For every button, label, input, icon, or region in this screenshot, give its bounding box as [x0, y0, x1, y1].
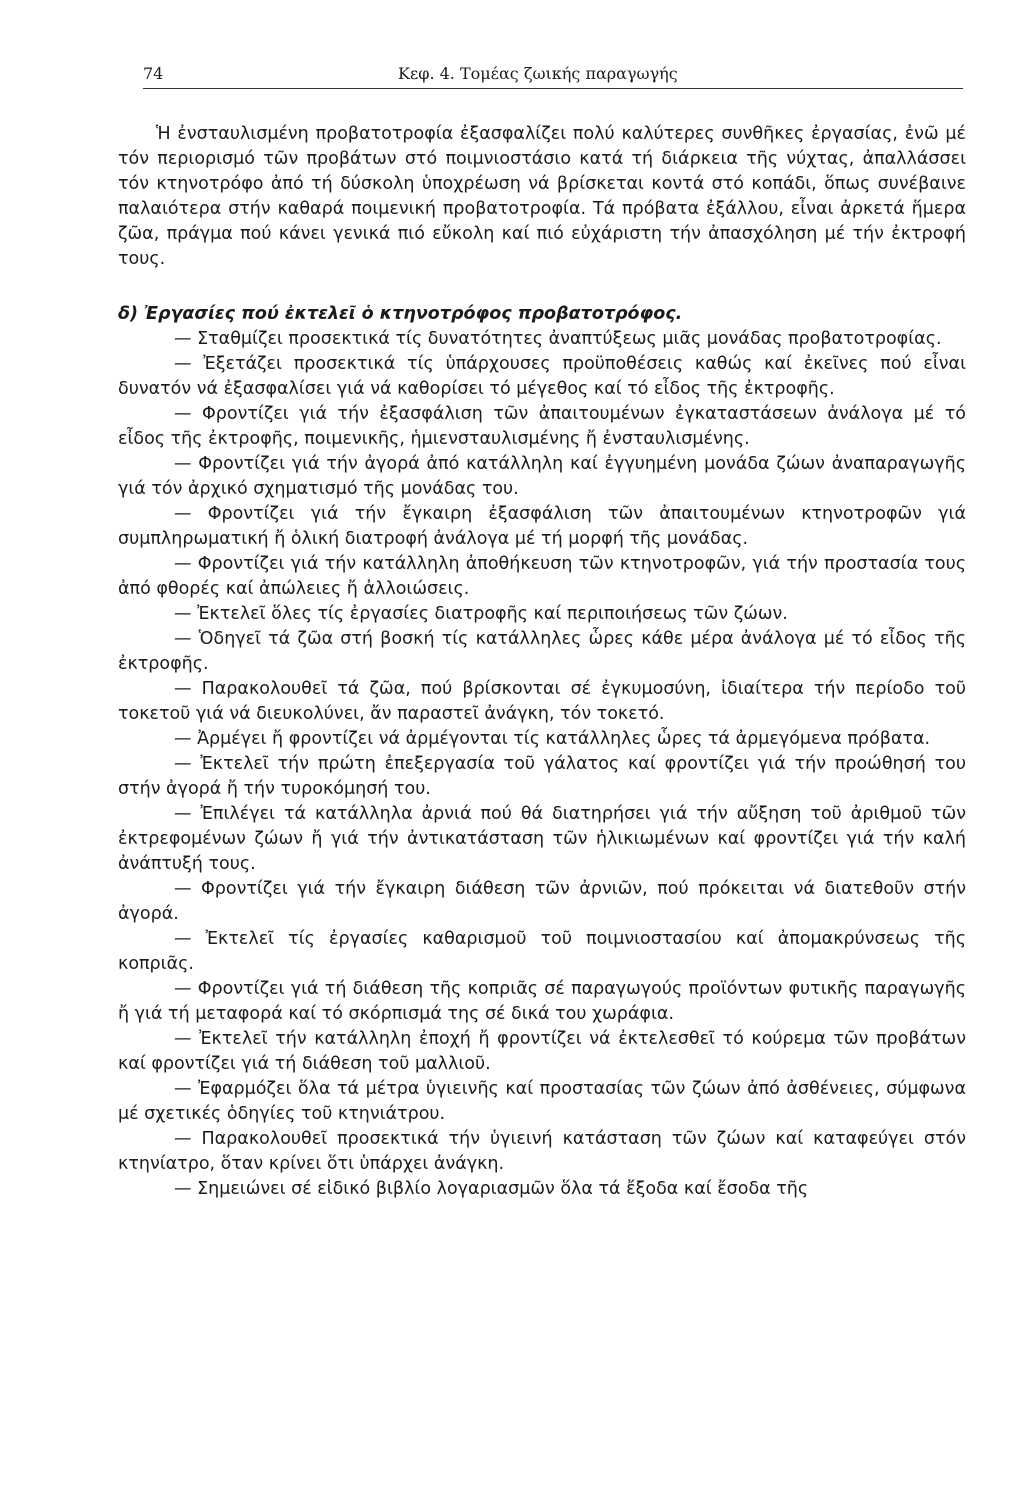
- section-heading: δ) Ἐργασίες πού ἐκτελεῖ ὁ κτηνοτρόφος προβατοτρόφος.: [118, 304, 683, 324]
- list-item: — Φροντίζει γιά τήν κατάλληλη ἀποθήκευση τῶν κτηνοτροφῶν, γιά τήν προστασία τους ἀπό φθορές καί ἀπώλειες ἤ ἀλλοιώσεις.: [118, 554, 966, 599]
- list-item: — Ἐκτελεῖ τήν πρώτη ἐπεξεργασία τοῦ γάλατος καί φροντίζει γιά τήν προώθησή του στήν ἀγορά ἤ τήν τυροκόμησή του.: [118, 754, 966, 799]
- list-item: — Ἐκτελεῖ τίς ἐργασίες καθαρισμοῦ τοῦ ποιμνιοστασίου καί ἀπομακρύνσεως τῆς κοπριᾶς.: [118, 929, 966, 974]
- list-item: — Ἐκτελεῖ τήν κατάλληλη ἐποχή ἤ φροντίζει νά ἐκτελεσθεῖ τό κούρεμα τῶν προβάτων καί φροντίζει γιά τή διάθεση τοῦ μαλλιοῦ.: [118, 1029, 966, 1074]
- list-item: — Φροντίζει γιά τήν ἐξασφάλιση τῶν ἀπαιτουμένων ἐγκαταστάσεων ἀνάλογα μέ τό εἶδος τῆς ἐκτροφῆς, ποιμενικῆς, ἡμιενσταυλισμένης ἤ ἐνσταυλισμένης.: [118, 404, 966, 449]
- list-item: — Ἀρμέγει ἤ φροντίζει νά ἀρμέγονται τίς κατάλληλες ὧρες τά ἀρμεγόμενα πρόβατα.: [174, 729, 931, 749]
- list-item: — Παρακολουθεῖ προσεκτικά τήν ὑγιεινή κατάσταση τῶν ζώων καί καταφεύγει στόν κτηνίατρο, ὅταν κρίνει ὅτι ὑπάρχει ἀνάγκη.: [118, 1129, 966, 1174]
- list-item: — Σταθμίζει προσεκτικά τίς δυνατότητες ἀναπτύξεως μιᾶς μονάδας προβατοτροφίας.: [174, 329, 942, 349]
- body-text: [118, 122, 966, 1202]
- list-item: — Ἐπιλέγει τά κατάλληλα ἀρνιά πού θά διατηρήσει γιά τήν αὔξηση τοῦ ἀριθμοῦ τῶν ἐκτρεφομένων ζώων ἤ γιά τήν ἀντικατάσταση τῶν ἡλικιωμένων καί φροντίζει γιά τήν καλή ἀνάπτυξή τους.: [118, 804, 966, 874]
- list-item: — Φροντίζει γιά τήν ἔγκαιρη διάθεση τῶν ἀρνιῶν, πού πρόκειται νά διατεθοῦν στήν ἀγορά.: [118, 879, 966, 924]
- page-number: 74: [143, 64, 164, 83]
- list-item: — Ἐκτελεῖ ὅλες τίς ἐργασίες διατροφῆς καί περιποιήσεως τῶν ζώων.: [174, 604, 788, 624]
- list-item: — Ἐφαρμόζει ὅλα τά μέτρα ὑγιεινῆς καί προστασίας τῶν ζώων ἀπό ἀσθένειες, σύμφωνα μέ σχετικές ὁδηγίες τοῦ κτηνιάτρου.: [118, 1079, 966, 1124]
- list-item: — Φροντίζει γιά τήν ἀγορά ἀπό κατάλληλη καί ἐγγυημένη μονάδα ζώων ἀναπαραγωγῆς γιά τόν ἀρχικό σχηματισμό τῆς μονάδας του.: [118, 454, 966, 499]
- chapter-title: Κεφ. 4. Τομέας ζωικής παραγωγής: [398, 64, 678, 83]
- list-item: — Σημειώνει σέ εἰδικό βιβλίο λογαριασμῶν ὅλα τά ἔξοδα καί ἔσοδα τῆς: [174, 1179, 809, 1199]
- list-item: — Παρακολουθεῖ τά ζῶα, πού βρίσκονται σέ ἐγκυμοσύνη, ἰδιαίτερα τήν περίοδο τοῦ τοκετοῦ γιά νά διευκολύνει, ἄν παραστεῖ ἀνάγκη, τόν τοκετό.: [118, 679, 966, 724]
- list-item: — Ἐξετάζει προσεκτικά τίς ὑπάρχουσες προϋποθέσεις καθώς καί ἐκεῖνες πού εἶναι δυνατόν νά ἐξασφαλίσει γιά νά καθορίσει τό μέγεθος καί τό εἶδος τῆς ἐκτροφῆς.: [118, 354, 966, 399]
- running-header: [143, 64, 963, 89]
- list-item: — Ὁδηγεῖ τά ζῶα στή βοσκή τίς κατάλληλες ὧρες κάθε μέρα ἀνάλογα μέ τό εἶδος τῆς ἐκτροφῆς.: [118, 629, 966, 674]
- intro-paragraph: Ἡ ἐνσταυλισμένη προβατοτροφία ἐξασφαλίζει πολύ καλύτερες συνθῆκες ἐργασίας, ἐνῶ μέ τόν περιορισμό τῶν προβάτων στό ποιμνιοστάσιο κατά τή διάρκεια τῆς νύχτας, ἀπαλλάσσει τόν κτηνοτρόφο ἀπό τή δύσκολη ὑποχρέωση νά βρίσκεται κοντά στό κοπάδι, ὅπως συνέβαινε παλαιότερα στήν καθαρά ποιμενική προβατοτροφία. Τά πρόβατα ἐξάλλου, εἶναι ἀρκετά ἥμερα ζῶα, πράγμα πού κάνει γενικά πιό εὔκολη καί πιό εὐχάριστη τήν ἀπασχόληση μέ τήν ἐκτροφή τους.: [118, 124, 966, 269]
- list-item: — Φροντίζει γιά τήν ἔγκαιρη ἐξασφάλιση τῶν ἀπαιτουμένων κτηνοτροφῶν γιά συμπληρωματική ἤ ὁλική διατροφή ἀνάλογα μέ τή μορφή τῆς μονάδας.: [118, 504, 966, 549]
- list-item: — Φροντίζει γιά τή διάθεση τῆς κοπριᾶς σέ παραγωγούς προϊόντων φυτικῆς παραγωγῆς ἤ γιά τή μεταφορά καί τό σκόρπισμά της σέ δικά του χωράφια.: [118, 979, 966, 1024]
